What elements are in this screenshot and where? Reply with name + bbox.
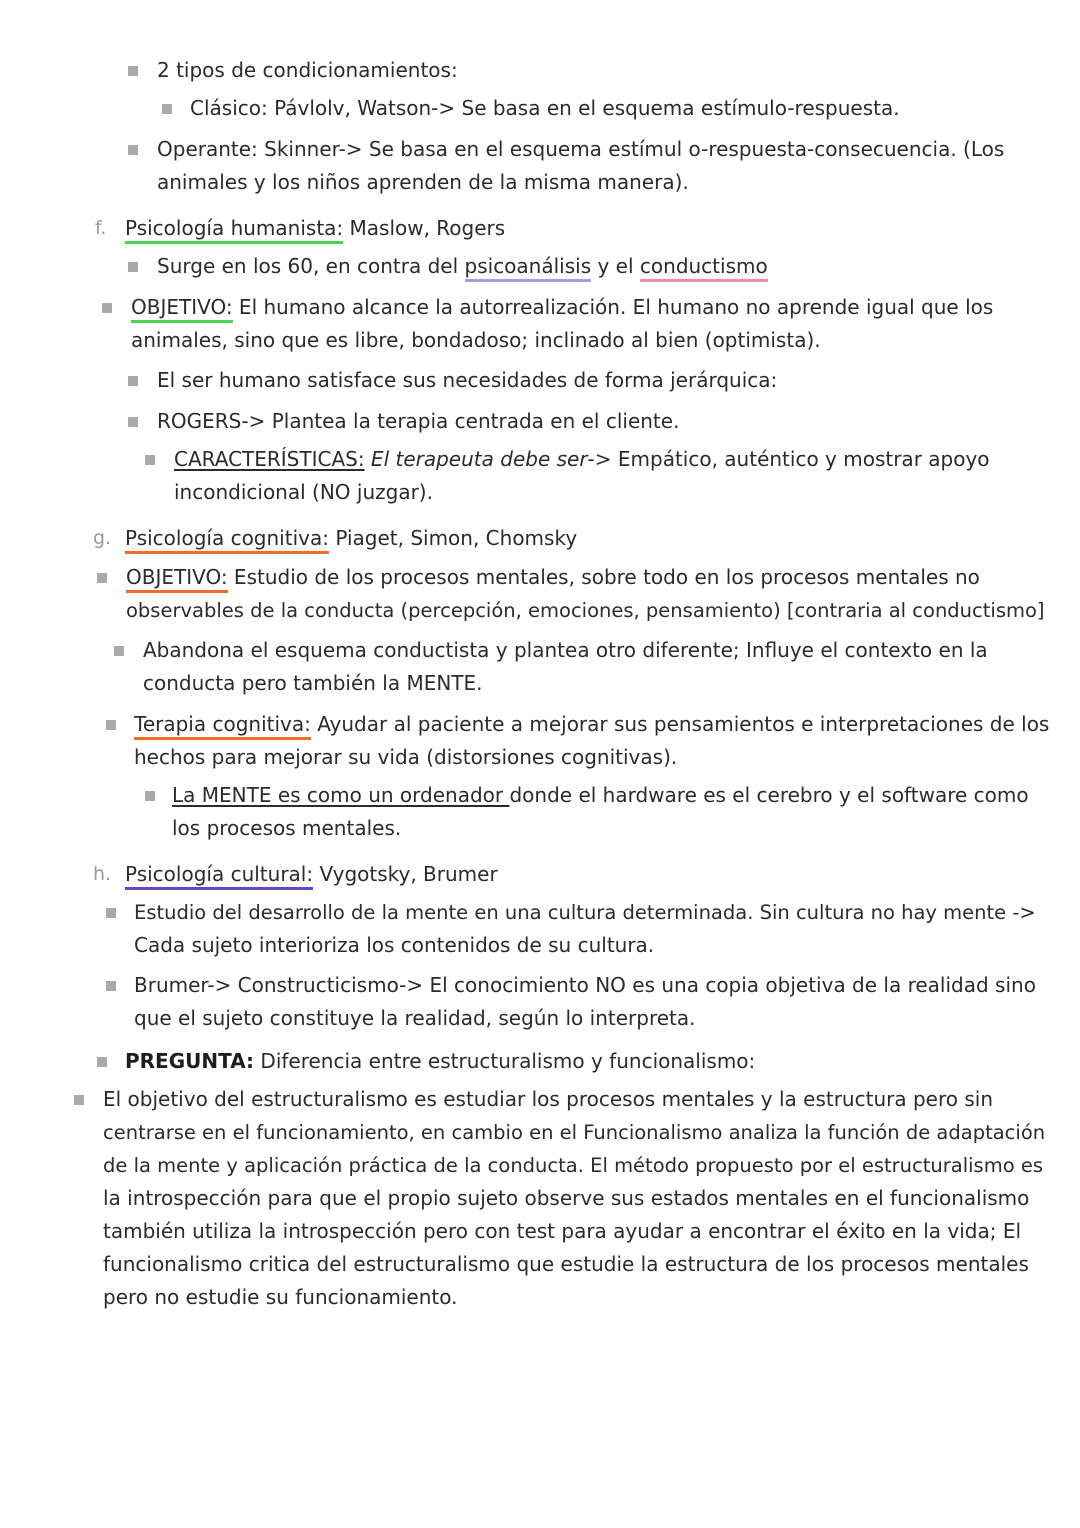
objetivo-label: OBJETIVO: bbox=[131, 295, 233, 323]
list-item-continuation bbox=[157, 166, 689, 199]
list-item bbox=[143, 634, 988, 667]
list-marker-h: h. bbox=[93, 863, 112, 885]
list-item bbox=[125, 1045, 755, 1078]
item-text: observables de la conducta (percepción, emociones, pensamiento) [contraria al conductismo] bbox=[126, 599, 1045, 622]
bullet-icon bbox=[106, 981, 116, 991]
item-text-italic: El terapeuta debe ser bbox=[364, 447, 588, 471]
item-text: funcionalismo critica del estructuralismo que estudie la estructura de los procesos mentales bbox=[103, 1252, 1029, 1276]
heading-authors: Piaget, Simon, Chomsky bbox=[328, 526, 578, 550]
list-marker-f: f. bbox=[95, 217, 107, 239]
answer-line bbox=[103, 1083, 993, 1116]
item-text: pero no estudie su funcionamiento. bbox=[103, 1285, 458, 1309]
list-item bbox=[157, 250, 768, 283]
bullet-icon bbox=[114, 646, 124, 656]
list-item-continuation bbox=[126, 594, 1045, 627]
item-text: Diferencia entre estructuralismo y funcionalismo: bbox=[254, 1049, 756, 1073]
heading-label: Psicología cultural: bbox=[125, 862, 313, 890]
item-text: Operante: Skinner-> Se basa en el esquema estímul o-respuesta-consecuencia. (Los bbox=[157, 137, 1005, 161]
item-text: incondicional (NO juzgar). bbox=[174, 480, 433, 504]
list-item bbox=[157, 405, 679, 438]
list-item bbox=[157, 54, 458, 87]
highlight-conductismo: conductismo bbox=[640, 254, 768, 282]
item-text: Surge en los 60, en contra del bbox=[157, 254, 465, 278]
list-item-continuation bbox=[131, 324, 821, 357]
item-text: El humano alcance la autorrealización. El humano no aprende igual que los bbox=[232, 295, 994, 319]
list-item bbox=[157, 364, 777, 397]
item-text: Clásico: Pávlolv, Watson-> Se basa en el esquema estímulo-respuesta. bbox=[190, 96, 900, 120]
bullet-icon bbox=[74, 1095, 84, 1105]
bullet-icon bbox=[128, 376, 138, 386]
section-heading-humanista bbox=[125, 212, 505, 245]
mente-label: La MENTE es como un ordenador bbox=[172, 783, 510, 807]
bullet-icon bbox=[145, 791, 155, 801]
bullet-icon bbox=[97, 1057, 107, 1067]
list-item-continuation bbox=[134, 1002, 696, 1035]
item-text: animales, sino que es libre, bondadoso; inclinado al bien (optimista). bbox=[131, 328, 821, 352]
section-heading-cultural bbox=[125, 858, 498, 891]
item-text: Estudio de los procesos mentales, sobre todo en los procesos mentales no bbox=[227, 565, 980, 589]
bullet-icon bbox=[128, 66, 138, 76]
list-item-continuation bbox=[143, 667, 483, 700]
highlight-psicoanalisis: psicoanálisis bbox=[465, 254, 592, 282]
item-text: la introspección para que el propio sujeto observe sus estados mentales en el funcionalismo bbox=[103, 1186, 1030, 1210]
answer-line bbox=[103, 1182, 1029, 1215]
item-text: Ayudar al paciente a mejorar sus pensamientos e interpretaciones de los bbox=[310, 712, 1050, 736]
list-item bbox=[134, 969, 1036, 1002]
item-text: también utiliza la introspección pero con test para ayudar a encontrar el éxito en la vida; El bbox=[103, 1219, 1022, 1243]
list-item bbox=[190, 92, 900, 125]
list-marker-g: g. bbox=[93, 527, 112, 549]
item-text: ROGERS-> Plantea la terapia centrada en el cliente. bbox=[157, 409, 680, 433]
bullet-icon bbox=[145, 455, 155, 465]
terapia-label: Terapia cognitiva: bbox=[134, 712, 311, 740]
item-text: El objetivo del estructuralismo es estudiar los procesos mentales y la estructura pero sin bbox=[103, 1087, 993, 1111]
item-text: y el bbox=[591, 254, 640, 278]
item-text: donde el hardware es el cerebro y el software como bbox=[509, 783, 1029, 807]
list-item bbox=[157, 133, 1004, 166]
heading-label: Psicología cognitiva: bbox=[125, 526, 329, 554]
bullet-icon bbox=[162, 104, 172, 114]
list-item bbox=[131, 291, 993, 324]
item-text: los procesos mentales. bbox=[172, 816, 402, 840]
bullet-icon bbox=[106, 720, 116, 730]
answer-line bbox=[103, 1248, 1029, 1281]
item-text: centrarse en el funcionamiento, en cambio en el Funcionalismo analiza la función de adaptación bbox=[103, 1121, 1046, 1144]
answer-line bbox=[103, 1281, 457, 1314]
list-item-continuation bbox=[174, 476, 433, 509]
bullet-icon bbox=[128, 262, 138, 272]
item-text: que el sujeto constituye la realidad, según lo interpreta. bbox=[134, 1006, 696, 1030]
heading-label: Psicología humanista: bbox=[125, 216, 343, 244]
item-text: de la mente y aplicación práctica de la conducta. El método propuesto por el estructuralismo es bbox=[103, 1154, 1043, 1177]
list-item bbox=[134, 896, 1036, 929]
list-item bbox=[134, 708, 1049, 741]
item-text: Cada sujeto interioriza los contenidos de su cultura. bbox=[134, 933, 655, 957]
item-text: Estudio del desarrollo de la mente en una cultura determinada. Sin cultura no hay mente -> bbox=[134, 901, 1036, 924]
bullet-icon bbox=[128, 417, 138, 427]
item-text: Brumer-> Constructicismo-> El conocimiento NO es una copia objetiva de la realidad sino bbox=[134, 973, 1036, 997]
list-item bbox=[174, 443, 990, 476]
bullet-icon bbox=[128, 145, 138, 155]
list-item-continuation bbox=[134, 741, 677, 774]
answer-line bbox=[103, 1149, 1043, 1182]
answer-line bbox=[103, 1215, 1021, 1248]
item-text: animales y los niños aprenden de la misma manera). bbox=[157, 170, 689, 194]
item-text: conducta pero también la MENTE. bbox=[143, 671, 483, 695]
item-text: El ser humano satisface sus necesidades de forma jerárquica: bbox=[157, 368, 778, 392]
bullet-icon bbox=[102, 303, 112, 313]
bullet-icon bbox=[106, 908, 116, 918]
item-text: 2 tipos de condicionamientos: bbox=[157, 58, 458, 82]
heading-authors: Vygotsky, Brumer bbox=[313, 862, 498, 886]
bullet-icon bbox=[97, 573, 107, 583]
item-text: hechos para mejorar su vida (distorsiones cognitivas). bbox=[134, 745, 678, 769]
objetivo-label: OBJETIVO: bbox=[126, 565, 228, 593]
pregunta-label: PREGUNTA: bbox=[125, 1049, 255, 1073]
item-text: -> Empático, auténtico y mostrar apoyo bbox=[587, 447, 990, 471]
answer-line bbox=[103, 1116, 1045, 1149]
list-item-continuation bbox=[172, 812, 401, 845]
list-item bbox=[172, 779, 1029, 812]
list-item bbox=[126, 561, 980, 594]
list-item-continuation bbox=[134, 929, 654, 962]
caracteristicas-label: CARACTERÍSTICAS: bbox=[174, 447, 365, 471]
heading-authors: Maslow, Rogers bbox=[343, 216, 506, 240]
item-text: Abandona el esquema conductista y plantea otro diferente; Influye el contexto en la bbox=[143, 638, 988, 662]
section-heading-cognitiva bbox=[125, 522, 577, 555]
